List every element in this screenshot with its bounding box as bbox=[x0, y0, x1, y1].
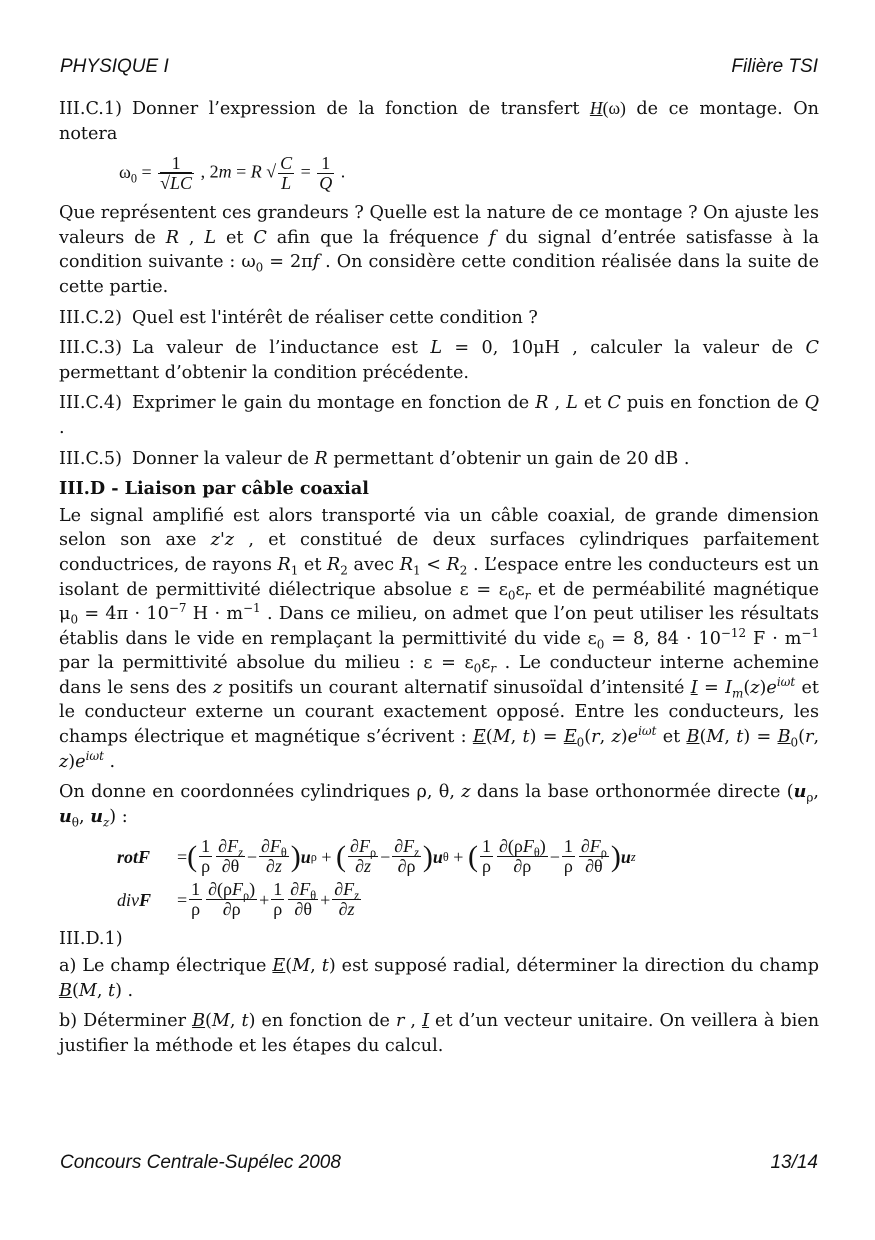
question-c1-label: III.C.1) bbox=[59, 99, 122, 119]
header-subject: PHYSIQUE I bbox=[60, 56, 169, 77]
question-d1-b: b) Déterminer B(M, t) en fonction de r , I et d’un vecteur unitaire. On veillera à bien justifier la méthode et les étapes du calcul. bbox=[59, 1011, 820, 1056]
question-d1-a: a) Le champ électrique E(M, t) est supposé radial, déterminer la direction du champ B(M, t) . bbox=[59, 956, 820, 1001]
question-c1-follow: Que représentent ces grandeurs ? Quelle est la nature de ce montage ? On ajuste les valeurs de R , L et C afin que la fréquence f du signal d’entrée satisfasse à la condition suivante : $\omega_0 = 2\pi f$ . On considère cette condition réalisée dans la suite de cette partie. bbox=[59, 203, 819, 297]
coords-intro: On donne en coordonnées cylindriques ρ, θ, z dans la base orthonormée directe ($u_\rho$, $u_\theta$, $u_z$) : bbox=[59, 781, 819, 830]
question-c4-label: III.C.4) bbox=[59, 393, 122, 414]
page-footer bbox=[60, 1152, 818, 1174]
question-c2-label: III.C.2) bbox=[59, 307, 122, 328]
div-formula: divF = $\frac{1}{\rho}$ $\frac{\partial(\rho F_\rho)}{\partial\rho}$ + $\frac{1}{\rho}$ $\frac{\partial F_\theta}{\partial\theta}$ + $\frac{\partial F_z}{\partial z}$ bbox=[117, 879, 359, 920]
page-header bbox=[60, 56, 818, 78]
transfer-parameters-formula: $\omega_0$ = $\frac{1}{√LC}$ , 2m = R √ $\frac{C}{L}$ = $\frac{1}{Q}$ . bbox=[119, 153, 346, 194]
question-c5-label: III.C.5) bbox=[59, 448, 122, 469]
question-c3-label: III.C.3) bbox=[59, 338, 122, 359]
question-c2-text: Quel est l'intérêt de réaliser cette condition ? bbox=[131, 307, 538, 328]
header-track: Filière TSI bbox=[731, 56, 818, 77]
section-d-intro: Le signal amplifié est alors transporté via un câble coaxial, de grande dimension selon son axe z'z , et constitué de deux surfaces cylindriques parfaitement conductrices, de rayons $R_1$ et $R_2$ avec $R_1 < R_2$ . L’espace entre les conducteurs est un isolant de permittivité diélectrique absolue $\varepsilon = \varepsilon_0\varepsilon_r$ et de perméabilité magnétique $\mu_0 = 4\pi \cdot 10^{-7}$ $H \cdot m^{-1}$ . Dans ce milieu, on admet que l’on peut utiliser les résultats établis dans le vide en remplaçant la permittivité du vide $\varepsilon_0 = 8$, $84 \cdot 10^{-12}$ $F \cdot m^{-1}$ par la permittivité absolue du milieu : $\varepsilon = \varepsilon_0\varepsilon_r$ . Le conducteur interne achemine dans le sens des z positifs un courant alternatif sinusoïdal d’intensité $I = I_m(z)e^{i\omega t}$ et le conducteur externe un courant exactement opposé. Entre les conducteurs, les champs électrique et magnétique s’écrivent : E(M, $t) = E_0(r$, $z)e^{i\omega t}$ et B(M, $t) = B_0(r$, $z)e^{i\omega t}$ . bbox=[59, 505, 820, 772]
rot-label: rotF bbox=[117, 846, 151, 867]
footer-page-number: 13/14 bbox=[770, 1152, 818, 1173]
question-c5: III.C.5) Donner la valeur de R permettant d’obtenir un gain de 20 dB . bbox=[59, 448, 690, 469]
div-label: divF bbox=[117, 889, 152, 910]
question-d1-label: III.D.1) bbox=[59, 929, 123, 950]
page-body bbox=[59, 96, 819, 1064]
rot-formula: rotF = ( $\frac{1}{\rho}$ $\frac{\partial F_z}{\partial\theta}$ − $\frac{\partial F_\theta}{\partial z}$ ) u ρ + ( $\frac{\partial F_\rho}{\partial z}$ − $\frac{\partial F_z}{\partial\rho}$ ) u θ + ( $\frac{1}{\rho}$ $\frac{\partial(\rho F_\theta)}{\partial\rho}$ − $\frac{1}{\rho}$ $\frac{\partial F_\rho}{\partial\theta}$ ) u z divF = $\frac{1}{\rho}$ $\frac{\partial(\rho F_\rho)}{\partial\rho}$ + $\frac{1}{\rho}$ $\frac{\partial F_\theta}{\partial\theta}$ + $\frac{\partial F_z}{\partial z}$ bbox=[117, 837, 819, 919]
question-c2 bbox=[59, 306, 819, 331]
question-c4: III.C.4) Exprimer le gain du montage en fonction de R , L et C puis en fonction de Q . bbox=[59, 393, 820, 438]
section-d-title: III.D - Liaison par câble coaxial bbox=[59, 478, 369, 500]
question-c3: III.C.3) La valeur de l’inductance est L = 0, 10μH , calculer la valeur de C permettant d’obtenir la condition précédente. bbox=[59, 338, 819, 383]
question-c1: III.C.1) Donner l’expression de la fonction de transfert H(ω) de ce montage. On notera bbox=[59, 98, 819, 144]
footer-contest: Concours Centrale-Supélec 2008 bbox=[60, 1152, 341, 1173]
